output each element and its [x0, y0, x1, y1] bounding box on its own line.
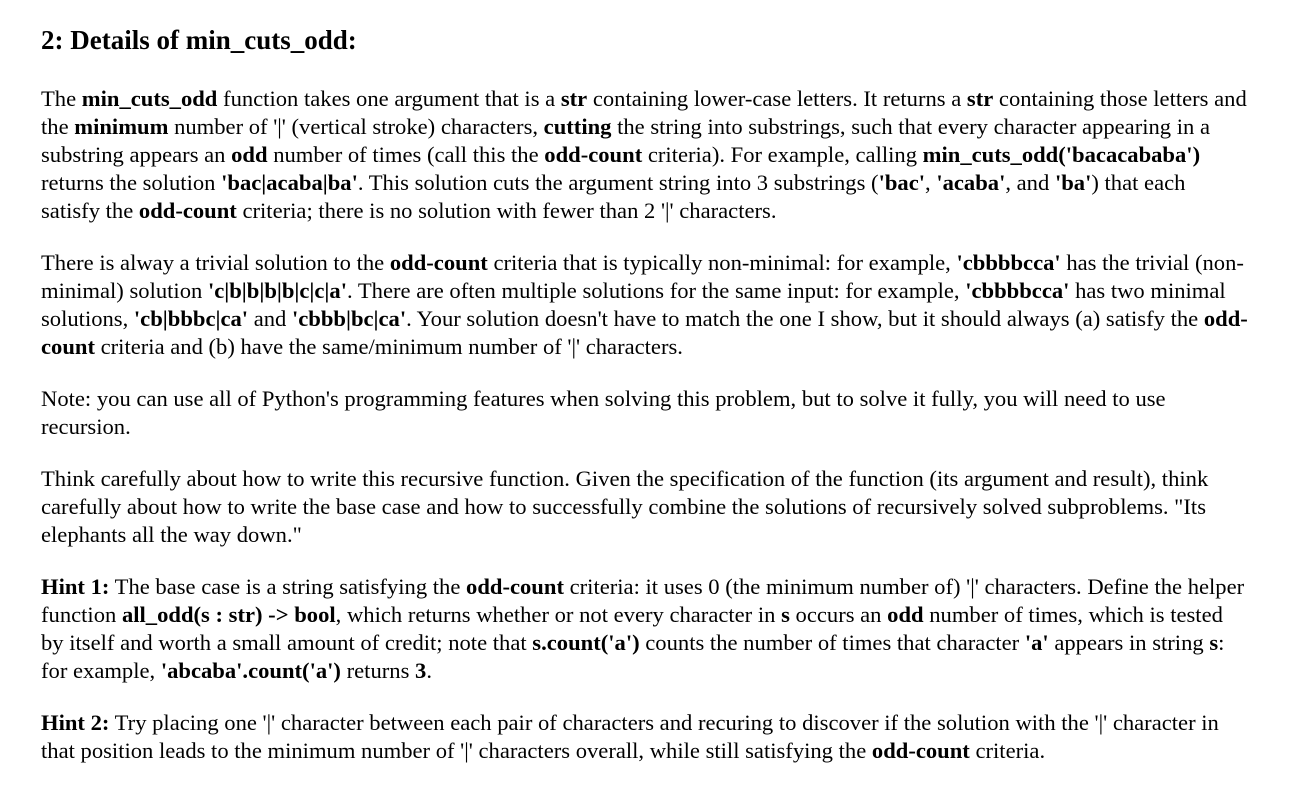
bold-text: 'bac|acaba|ba' [221, 170, 358, 195]
paragraph-5: Hint 1: The base case is a string satisfying the odd-count criteria: it uses 0 (the minimum number of) '|' characters. Define the helper function all_odd(s : str) -> bool, which returns whether or not every character in s occurs an odd number of times, which is tested by itself and worth a small amount of credit; note that s.count('a') counts the number of times that character 'a' appears in string s: for example, 'abcaba'.count('a') returns 3. [41, 574, 1245, 683]
bold-text: 'cbbbbcca' [965, 278, 1070, 303]
bold-text: odd-count [41, 306, 1248, 359]
bold-text: str [966, 86, 994, 111]
bold-text: odd-count [871, 738, 970, 763]
bold-text: odd-count [544, 142, 643, 167]
bold-text: s [1209, 630, 1219, 655]
bold-text: odd-count [138, 198, 237, 223]
bold-text: min_cuts_odd('bacacababa') [922, 142, 1201, 167]
bold-text: str [560, 86, 588, 111]
bold-text: 'acaba' [936, 170, 1006, 195]
bold-text: s.count('a') [532, 630, 640, 655]
bold-text: 'ba' [1054, 170, 1092, 195]
bold-text: odd-count [466, 574, 564, 599]
paragraph-6: Hint 2: Try placing one '|' character between each pair of characters and recuring to discover if the solution with the '|' character in that position leads to the minimum number of '|' characters overall, while still satisfying the odd-count criteria. [41, 710, 1219, 763]
paragraph-3: Note: you can use all of Python's programming features when solving this problem, but to solve it fully, you will need to use recursion. [41, 386, 1166, 439]
bold-text: 'abcaba'.count('a') [160, 658, 341, 683]
bold-text: 'bac' [878, 170, 926, 195]
bold-text: 'a' [1024, 630, 1049, 655]
bold-text: min_cuts_odd [81, 86, 218, 111]
bold-text: Hint 2: [41, 710, 110, 735]
bold-text: 'c|b|b|b|b|c|c|a' [207, 278, 347, 303]
bold-text: s [781, 602, 790, 627]
document-body [41, 85, 1250, 765]
paragraph-1: The min_cuts_odd function takes one argument that is a str containing lower-case letters. It returns a str containing those letters and the minimum number of '|' (vertical stroke) characters, cutting the string into substrings, such that every character appearing in a substring appears an odd number of times (call this the odd-count criteria). For example, calling min_cuts_odd('bacacababa') returns the solution 'bac|acaba|ba'. This solution cuts the argument string into 3 substrings ('bac', 'acaba', and 'ba') that each satisfy the odd-count criteria; there is no solution with fewer than 2 '|' characters. [41, 86, 1247, 223]
bold-text: odd [231, 142, 268, 167]
paragraph-4: Think carefully about how to write this recursive function. Given the specification of the function (its argument and result), think carefully about how to write the base case and how to successfully combine the solutions of recursively solved subproblems. "Its elephants all the way down." [41, 466, 1209, 547]
bold-text: all_odd(s : str) -> bool [121, 602, 336, 627]
bold-text: 'cb|bbbc|ca' [133, 306, 249, 331]
bold-text: odd [887, 602, 924, 627]
bold-text: 'cbbbbcca' [956, 250, 1061, 275]
bold-text: 'cbbb|bc|ca' [291, 306, 407, 331]
bold-text: minimum [74, 114, 169, 139]
bold-text: cutting [543, 114, 612, 139]
bold-text: Hint 1: [41, 574, 110, 599]
section-heading: 2: Details of min_cuts_odd: [41, 25, 357, 55]
bold-text: odd-count [389, 250, 488, 275]
bold-text: 3 [415, 658, 427, 683]
paragraph-2: There is alway a trivial solution to the odd-count criteria that is typically non-minimal: for example, 'cbbbbcca' has the trivial (non-minimal) solution 'c|b|b|b|b|c|c|a'. There are often multiple solutions for the same input: for example, 'cbbbbcca' has two minimal solutions, 'cb|bbbc|ca' and 'cbbb|bc|ca'. Your solution doesn't have to match the one I show, but it should always (a) satisfy the odd-count criteria and (b) have the same/minimum number of '|' characters. [41, 250, 1248, 359]
